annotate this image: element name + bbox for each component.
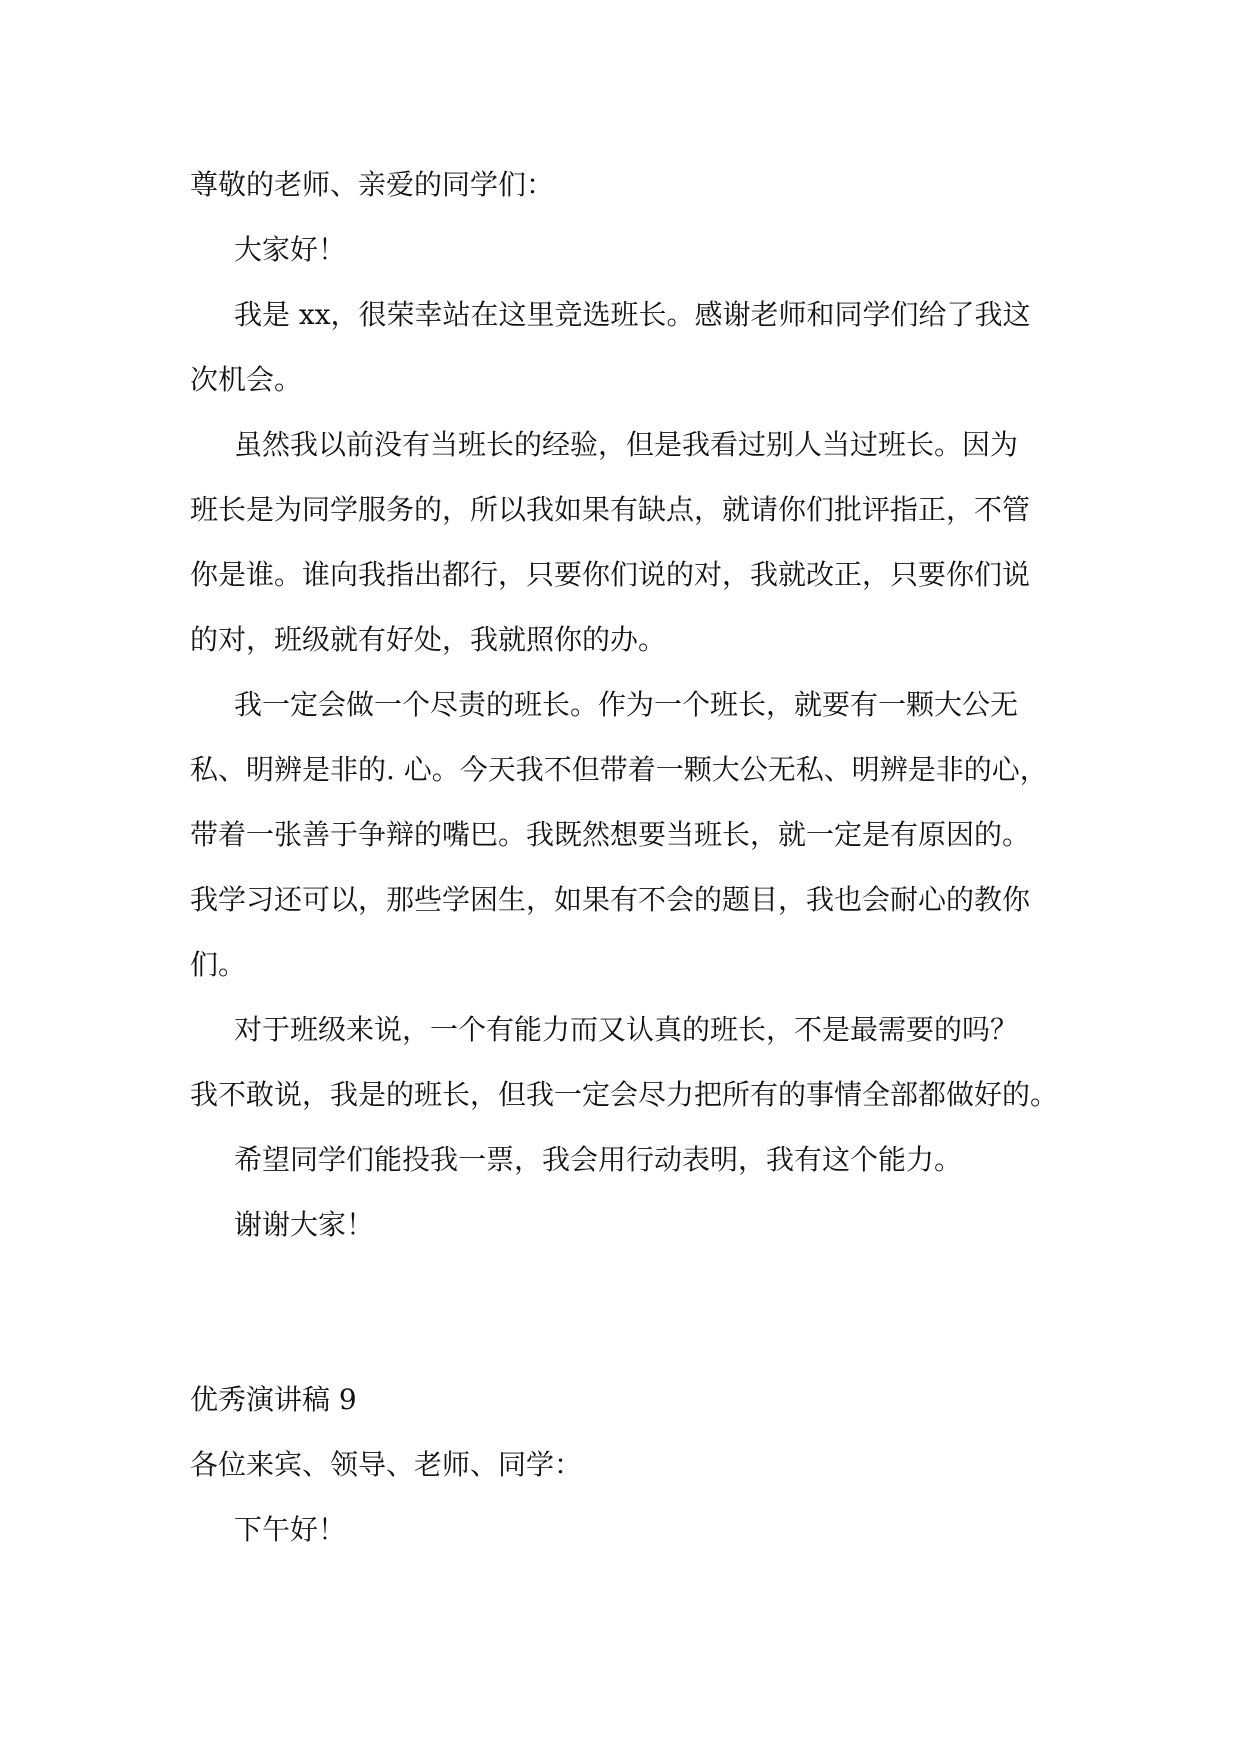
paragraph-1-line-1: 我是 xx，很荣幸站在这里竞选班长。感谢老师和同学们给了我这 xyxy=(234,298,1031,331)
paragraph-3-line-3: 带着一张善于争辩的嘴巴。我既然想要当班长，就一定是有原因的。 xyxy=(190,818,1031,851)
speech-two xyxy=(190,1367,1060,1562)
greeting-two: 下午好！ xyxy=(234,1513,347,1546)
paragraph-4-line-2: 我不敢说，我是的班长，但我一定会尽力把所有的事情全部都做好的。 xyxy=(190,1078,1059,1111)
paragraph-5: 希望同学们能投我一票，我会用行动表明，我有这个能力。 xyxy=(234,1143,963,1176)
paragraph-2-line-4: 的对，班级就有好处，我就照你的办。 xyxy=(190,623,667,656)
section-title: 优秀演讲稿 9 xyxy=(190,1383,357,1416)
paragraph-2-line-2: 班长是为同学服务的，所以我如果有缺点，就请你们批评指正，不管 xyxy=(190,493,1031,526)
paragraph-4-line-1: 对于班级来说，一个有能力而又认真的班长，不是最需要的吗？ xyxy=(234,1013,1019,1046)
paragraph-1-line-2: 次机会。 xyxy=(190,363,303,396)
salutation-two: 各位来宾、领导、老师、同学： xyxy=(190,1448,583,1481)
paragraph-3-line-4: 我学习还可以，那些学困生，如果有不会的题目，我也会耐心的教你 xyxy=(190,883,1031,916)
paragraph-3-line-2: 私、明辨是非的. 心。今天我不但带着一颗大公无私、明辨是非的心， xyxy=(190,753,1048,786)
greeting: 大家好！ xyxy=(234,233,347,266)
closing: 谢谢大家！ xyxy=(234,1208,375,1241)
salutation: 尊敬的老师、亲爱的同学们： xyxy=(190,168,555,201)
paragraph-3-line-1: 我一定会做一个尽责的班长。作为一个班长，就要有一颗大公无 xyxy=(234,688,1019,721)
paragraph-3-line-5: 们。 xyxy=(190,948,247,981)
paragraph-2-line-3: 你是谁。谁向我指出都行，只要你们说的对，我就改正，只要你们说 xyxy=(190,558,1031,591)
speech-one xyxy=(190,152,1060,1257)
paragraph-2-line-1: 虽然我以前没有当班长的经验，但是我看过别人当过班长。因为 xyxy=(234,428,1019,461)
